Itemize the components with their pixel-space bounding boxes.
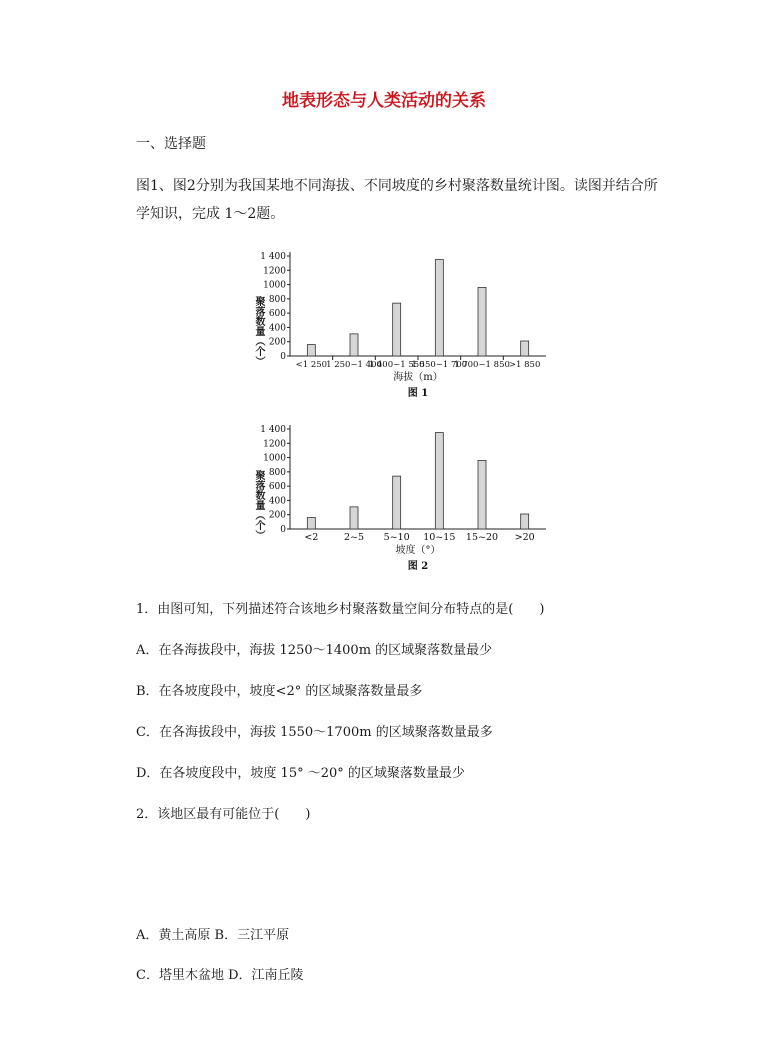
chart1-bar [350, 334, 358, 356]
question-1-option-a: A．在各海拔段中，海拔 1250～1400m 的区域聚落数量最少 [136, 643, 493, 658]
chart2-y-tick-label: 1 400 [260, 425, 286, 435]
chart1-y-tick-label: 1 400 [260, 252, 286, 262]
question-2-options-cd: C．塔里木盆地 D．江南丘陵 [136, 968, 304, 983]
chart1-y-tick-label: 0 [280, 352, 286, 362]
chart2-xlabel: 坡度（°） [395, 545, 441, 556]
chart2-y-tick-label: 400 [268, 496, 286, 507]
chart1-bar [393, 303, 401, 356]
question-2-options-ab: A．黄土高原 B．三江平原 [136, 928, 290, 943]
chart-figure-1 [260, 252, 560, 402]
chart2-y-tick-label: 800 [268, 467, 286, 478]
chart1-caption: 图 1 [407, 388, 429, 399]
chart2-bar [393, 476, 401, 529]
chart-figure-2 [260, 425, 560, 575]
chart2-y-tick-label: 1000 [263, 453, 286, 464]
question-1-option-c: C．在各海拔段中，海拔 1550～1700m 的区域聚落数量最多 [136, 725, 493, 740]
chart2-y-tick-label: 1200 [263, 439, 286, 450]
chart2-x-tick-label: >20 [514, 532, 535, 543]
question-1-option-b: B．在各坡度段中，坡度<2° 的区域聚落数量最多 [136, 684, 423, 699]
question-1-stem: 1．由图可知，下列描述符合该地乡村聚落数量空间分布特点的是( ) [136, 602, 545, 617]
chart2-bar [307, 518, 315, 529]
chart2-bar [521, 514, 529, 529]
chart2-y-tick-label: 200 [268, 510, 286, 521]
intro-text-line1: 图1、图2分别为我国某地不同海拔、不同坡度的乡村聚落数量统计图。读图并结合所 [136, 178, 658, 194]
chart1-x-tick-label: >1 850 [508, 360, 541, 370]
chart1-bar [435, 260, 443, 356]
chart1-bar [521, 341, 529, 356]
intro-text-line2: 学知识，完成 1～2题。 [136, 206, 285, 222]
chart2-x-tick-label: 2~5 [343, 532, 365, 543]
question-1-option-d: D．在各坡度段中，坡度 15° ～20° 的区域聚落数量最少 [136, 766, 465, 781]
chart1-y-tick-label: 400 [268, 323, 286, 334]
chart2-ylabel: 聚落数量（个） [253, 470, 264, 540]
chart1-x-tick-label: 1 250~1 400 [326, 360, 382, 370]
chart1-x-tick-label: 1 550~1 700 [411, 360, 468, 370]
chart2-caption: 图 2 [407, 561, 429, 572]
chart1-y-tick-label: 600 [268, 309, 286, 320]
chart1-bar [307, 345, 315, 356]
chart1-x-tick-label: 1 400~1 550 [368, 360, 425, 370]
chart2-bar [478, 460, 486, 529]
page-title: 地表形态与人类活动的关系 [282, 91, 486, 111]
chart1-y-tick-label: 1200 [263, 266, 286, 277]
section-heading: 一、选择题 [136, 136, 206, 152]
chart1-y-tick-label: 800 [268, 294, 286, 305]
chart2-y-tick-label: 0 [280, 525, 286, 535]
chart1-x-tick-label: 1 700~1 850 [454, 360, 510, 370]
chart1-ylabel: 聚落数量（个） [253, 296, 264, 366]
chart1-bar [478, 287, 486, 356]
chart1-y-tick-label: 200 [268, 337, 286, 348]
chart1-xlabel: 海拔（m） [393, 372, 443, 383]
chart2-x-tick-label: <2 [304, 532, 319, 543]
chart2-bar [350, 507, 358, 529]
chart2-x-tick-label: 15~20 [465, 532, 499, 543]
question-2-stem: 2．该地区最有可能位于( ) [136, 807, 311, 822]
chart2-y-tick-label: 600 [268, 482, 286, 493]
chart2-x-tick-label: 5~10 [383, 532, 410, 543]
chart1-x-tick-label: <1 250 [295, 360, 328, 370]
chart1-y-tick-label: 1000 [263, 280, 286, 291]
chart2-x-tick-label: 10~15 [423, 532, 456, 543]
chart2-bar [435, 433, 443, 529]
